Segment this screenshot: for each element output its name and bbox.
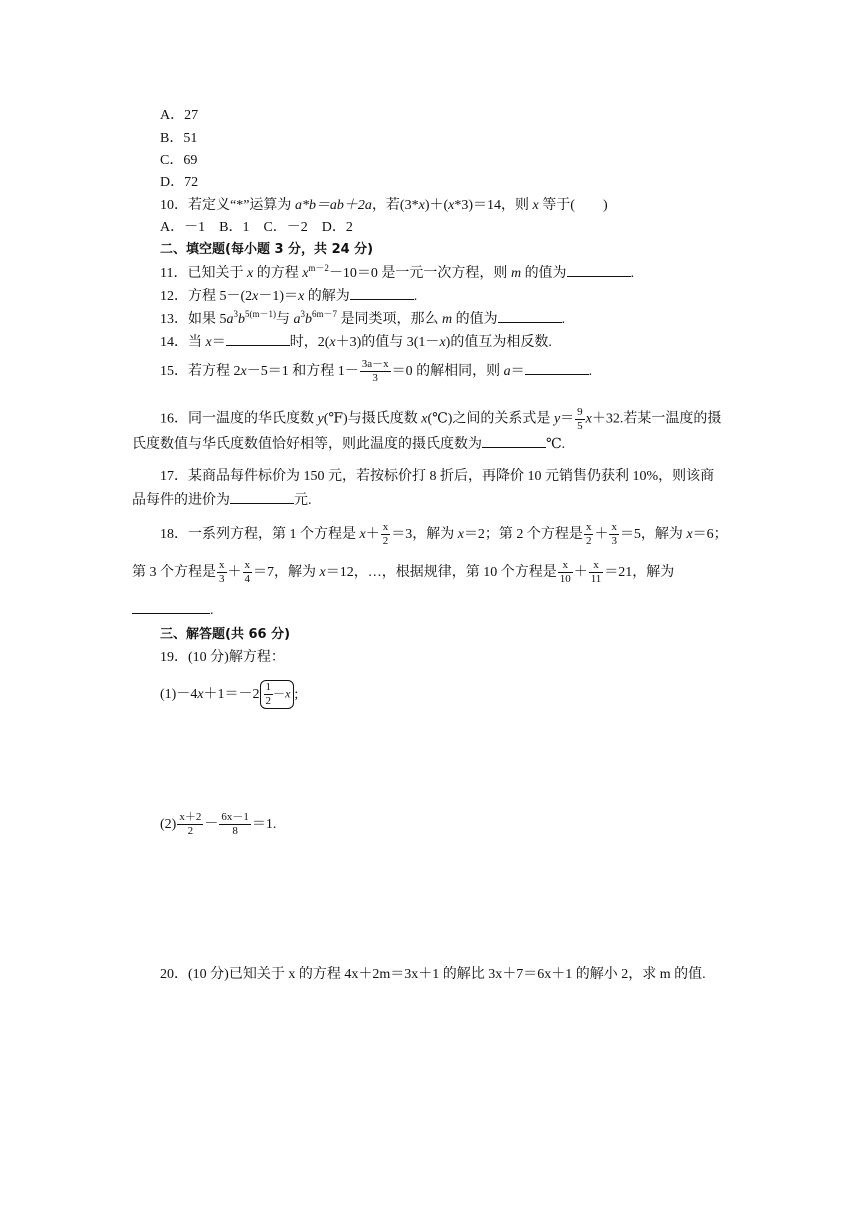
section-solve: 三、解答题(共 66 分) [160, 627, 291, 642]
answer-blank[interactable] [525, 362, 589, 375]
question-15: 15．若方程 2x－5＝1 和方程 1－ $\frac{3a-x}{3}$ ＝0 的解相同，则 a＝ . [160, 358, 593, 385]
question-10-options: A．－1 B．1 C．－2 D．2 [160, 220, 353, 235]
answer-blank[interactable] [350, 287, 414, 300]
answer-blank[interactable] [226, 333, 290, 346]
question-13: 13．如果 $5a^3b^{5(m-1)}$与 $a^3b^{6m-7}$ 是同类项，那么 m 的值为 . [160, 309, 566, 327]
choice-a: A．27 [160, 108, 199, 123]
question-12: 12．方程 5－(2x－1)＝x 的解为 . [160, 289, 418, 304]
question-14: 14．当 x＝ 时，2(x＋3)的值与 3(1－x)的值互为相反数. [160, 335, 552, 350]
answer-blank[interactable] [482, 435, 546, 448]
question-10: 10．若定义“*”运算为 a*b＝ab＋2a，若(3*x)＋(x*3)＝14，则 x 等于( ) [160, 198, 608, 213]
fraction: $\frac{9}{5}$ [577, 406, 583, 432]
question-11: 11．已知关于 x 的方程 $x^{m-2}-10=0$ 是一元一次方程，则 m 的值为 . [160, 263, 635, 281]
question-18: 18．一系列方程，第 1 个方程是 x＋ $\frac{x}{2}$ ＝3，解为 x＝2；第 2 个方程是 $\frac{x}{2}$ ＋ $\frac{x}{3}$ ＝5，解为 x＝6；第 3 个方程是 $\frac{x}{3}$ ＋ $\frac{x}{4}$ ＝7，解为 x＝12，…，根据规律，第 10 个方程是 $\frac{x}{10}$ ＋ $\frac{x}{11}$ ＝21，解为. [132, 521, 728, 618]
choice-d: D．72 [160, 175, 199, 190]
answer-blank[interactable] [498, 310, 562, 323]
question-20: 20．(10 分)已知关于 x 的方程 4x＋2m＝3x＋1 的解比 3x＋7＝6x＋1 的解小 2，求 m 的值. [160, 967, 706, 982]
question-17: 17．某商品每件标价为 150 元，若按标价打 8 折后，再降价 10 元销售仍获利 10%，则该商品每件的进价为 元. [132, 469, 715, 508]
section-fill-in: 二、填空题(每小题 3 分，共 24 分) [160, 242, 374, 257]
choice-b: B．51 [160, 131, 198, 146]
answer-blank[interactable] [567, 264, 631, 277]
parenthesis-group: $\frac{1}{2}$ －x [260, 680, 295, 709]
question-16: 16．同一温度的华氏度数 y(℉)与摄氏度数 x(℃)之间的关系式是 y＝ $\frac{9}{5}$ x＋32.若某一温度的摄氏度数值与华氏度数值恰好相等，则此温度的摄氏度数为 ℃. [132, 406, 722, 452]
answer-blank[interactable] [230, 491, 294, 504]
choice-c: C．69 [160, 153, 198, 168]
answer-blank[interactable] [132, 601, 210, 614]
question-19-part-1: (1)－4x＋1＝－2 $\frac{1}{2}$ －x ; [160, 681, 299, 708]
fraction: $\frac{3a-x}{3}$ [361, 358, 389, 385]
question-19-part-2: (2) $\frac{x+2}{2}$ － $\frac{6x-1}{8}$ ＝1. [160, 811, 277, 838]
question-19: 19．(10 分)解方程： [160, 650, 285, 665]
